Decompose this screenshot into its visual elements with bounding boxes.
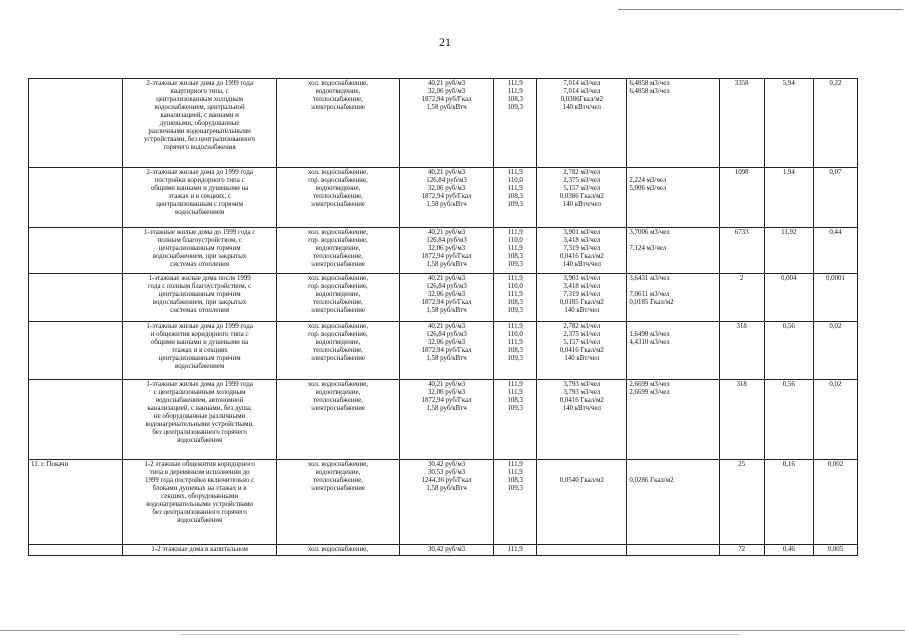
- row-description: 1-этажные жилые дома до 1999 года с централизованным холодным водоснабжением, автономной канализацией, с ваннами, без душа, не оборудованные различными водонагревательными устройствами, без централизованного горячего водоснабжения: [123, 380, 277, 460]
- row-services: хол. водоснабжение, гор. водоснабжение, водоотведение, теплоснабжение, электроснабжение: [276, 228, 399, 274]
- row-indices: 111,9: [494, 545, 537, 556]
- bottom-rule: [0, 630, 905, 631]
- row-count: 1098: [719, 168, 764, 228]
- row-percent: 0,56: [764, 380, 813, 460]
- table-row: [29, 228, 858, 274]
- row-norms: 7,014 м3/чел 7,014 м3/чел 0,0386Гкал/м2 140 кВтч/чел: [537, 79, 627, 168]
- row-count: 25: [719, 460, 764, 545]
- row-location: 11. г. Покачи: [29, 460, 123, 545]
- row-description: 2-этажные жилые дома до 1999 года квартирного типа, с централизованным холодным водоснабжением, центральной канализацией, с ваннами и душевыми, оборудованные различными водонагревательными устройствами, без централизованного горячего водоснабжения: [123, 79, 277, 168]
- row-percent: 0,004: [764, 274, 813, 322]
- row-services: хол. водоснабжение, гор. водоснабжение, водоотведение, теплоснабжение, электроснабжение: [276, 322, 399, 380]
- row-count: 72: [719, 545, 764, 556]
- row-services: хол. водоснабжение, водоотведение, теплоснабжение, электроснабжение: [276, 79, 399, 168]
- row-description: 2-этажные жилые дома до 1999 года постройки коридорного типа с общими ваннами и душевыми на этажах и в секциях, с централизованным с горячим водоснабжением: [123, 168, 277, 228]
- row-tariffs: 40,21 руб/м3 32,06 руб/м3 1872,94 руб/Гкал 1,58 руб/кВтч: [399, 79, 493, 168]
- row-value: 0,07: [813, 168, 857, 228]
- row-location: [29, 380, 123, 460]
- table-body: [29, 79, 858, 556]
- row-services: хол. водоснабжение,: [276, 545, 399, 556]
- table-row: [29, 322, 858, 380]
- row-description: 1-2 этажные дома в капитальном: [123, 545, 277, 556]
- row-count: 318: [719, 380, 764, 460]
- row-indices: 111,9 110,0 111,9 108,3 109,3: [494, 322, 537, 380]
- top-rule: [618, 9, 903, 10]
- row-location: [29, 322, 123, 380]
- row-norms: 3,793 м3/чел 3,793 м3/чел 0,0416 Гкал/м2 140 кВтч/чел: [537, 380, 627, 460]
- row-norms: [537, 545, 627, 556]
- table-row: [29, 545, 858, 556]
- tariff-table: [28, 78, 858, 556]
- row-tariffs: 40,21 руб/м3 126,84 руб/м3 32,06 руб/м3 1872,94 руб/Гкал 1,58 руб/кВтч: [399, 322, 493, 380]
- row-value: 0,44: [813, 228, 857, 274]
- row-norms-alt: 3,7006 м3/чел 7,124 м3/чел: [627, 228, 719, 274]
- row-value: 0,22: [813, 79, 857, 168]
- bottom-rule-secondary: [180, 634, 740, 635]
- row-count: 318: [719, 322, 764, 380]
- row-description: 1-этажные жилые дома до 1999 года и общежития коридорного типа с общими ваннами и душевыми на этажах и в секциях централизованным горячим водоснабжением: [123, 322, 277, 380]
- row-percent: 0,46: [764, 545, 813, 556]
- row-location: [29, 228, 123, 274]
- row-tariffs: 40,21 руб/м3 126,84 руб/м3 32,06 руб/м3 1872,94 руб/Гкал 1,58 руб/кВтч: [399, 274, 493, 322]
- row-value: 0,02: [813, 380, 857, 460]
- row-percent: 0,16: [764, 460, 813, 545]
- row-count: 3358: [719, 79, 764, 168]
- row-norms-alt: 1,6490 м3/чел 4,4310 м3/чел: [627, 322, 719, 380]
- row-tariffs: 40,21 руб/м3 32,06 руб/м3 1872,94 руб/Гкал 1,58 руб/кВтч: [399, 380, 493, 460]
- row-services: хол. водоснабжение, водоотведение, теплоснабжение, электроснабжение: [276, 380, 399, 460]
- row-services: хол. водоснабжение, водоотведение, теплоснабжение, электроснабжение: [276, 460, 399, 545]
- row-value: 0,005: [813, 545, 857, 556]
- row-location: [29, 545, 123, 556]
- row-tariffs: 30,42 руб/м3 30,53 руб/м3 1244,36 руб/Гкал 1,58 руб/кВтч: [399, 460, 493, 545]
- row-indices: 111,9 110,0 111,9 108,3 109,3: [494, 228, 537, 274]
- row-norms: 3,901 м3/чел 3,418 м3/чел 7,319 м3/чел 0,0185 Гкал/м2 140 кВт/чел: [537, 274, 627, 322]
- row-description: 1-этажные жилые дома после 1999 года с полным благоустройством, с централизованным горячим водоснабжением, при закрытых системах отопления: [123, 274, 277, 322]
- row-indices: 111,9 110,0 111,9 108,3 109,3: [494, 274, 537, 322]
- row-norms-alt: 2,6699 м3/чел 2,6699 м3/чел: [627, 380, 719, 460]
- row-norms: 2,782 м3/чел 2,375 м3/чел 5,157 м3/чел 0,0386 Гкал/м2 140 кВтч/чел: [537, 168, 627, 228]
- row-indices: 111,9 111,9 108,3 109,3: [494, 79, 537, 168]
- table-row: [29, 168, 858, 228]
- row-indices: 111,9 110,0 111,9 108,3 109,3: [494, 168, 537, 228]
- row-percent: 11,92: [764, 228, 813, 274]
- table-row: [29, 460, 858, 545]
- row-location: [29, 79, 123, 168]
- row-percent: 0,56: [764, 322, 813, 380]
- row-value: 0,02: [813, 322, 857, 380]
- row-norms: 2,782 м3/чел 2,375 м3/чел 5,157 м3/чел 0,0416 Гкал/м2 140 кВт/чел: [537, 322, 627, 380]
- row-count: 6733: [719, 228, 764, 274]
- row-indices: 111,9 111,9 108,3 109,3: [494, 460, 537, 545]
- row-tariffs: 30,42 руб/м3: [399, 545, 493, 556]
- row-percent: 5,94: [764, 79, 813, 168]
- row-indices: 111,9 111,9 108,3 109,3: [494, 380, 537, 460]
- page-number: 21: [439, 35, 451, 49]
- row-location: [29, 274, 123, 322]
- row-norms: 0,0540 Гкал/м2: [537, 460, 627, 545]
- row-location: [29, 168, 123, 228]
- table-row: [29, 79, 858, 168]
- row-percent: 1,94: [764, 168, 813, 228]
- row-description: 1-2 этажные общежития коридорного типа в деревянном исполнении до 1999 года постройки включительно с блоками душевых на этажах и в секциях, оборудованными водонагревательными устройствами без централизованного горячего водоснабжения: [123, 460, 277, 545]
- row-services: хол. водоснабжение, гор. водоснабжение, водоотведение, теплоснабжение, электроснабжение: [276, 168, 399, 228]
- row-norms-alt: 3,6431 м3/чел 7,0611 м3/чел 0,0185 Гкал/м2: [627, 274, 719, 322]
- row-value: 0,002: [813, 460, 857, 545]
- row-norms: 3,901 м3/чел 3,418 м3/чел 7,319 м3/чел 0,0416 Гкал/м2 140 кВтч/чел: [537, 228, 627, 274]
- row-tariffs: 40,21 руб/м3 126,84 руб/м3 32,06 руб/м3 1872,94 руб/Гкал 1,58 руб/кВтч: [399, 228, 493, 274]
- table-row: [29, 274, 858, 322]
- row-norms-alt: 2,224 м3/чел 5,006 м3/чел: [627, 168, 719, 228]
- row-services: хол. водоснабжение, гор. водоснабжение, водоотведение, теплоснабжение, электроснабжение: [276, 274, 399, 322]
- table-row: [29, 380, 858, 460]
- row-tariffs: 40,21 руб/м3 126,84 руб/м3 32,06 руб/м3 1872,94 руб/Гкал 1,58 руб/кВтч: [399, 168, 493, 228]
- row-norms-alt: 6,4858 м3/чел 6,4858 м3/чел: [627, 79, 719, 168]
- row-description: 1-этажные жилые дома до 1999 года с полным благоустройством, с централизованным горячим водоснабжением, при закрытых системах отопления: [123, 228, 277, 274]
- row-value: 0,0001: [813, 274, 857, 322]
- row-norms-alt: 0,0286 Гкал/м2: [627, 460, 719, 545]
- row-count: 2: [719, 274, 764, 322]
- row-norms-alt: [627, 545, 719, 556]
